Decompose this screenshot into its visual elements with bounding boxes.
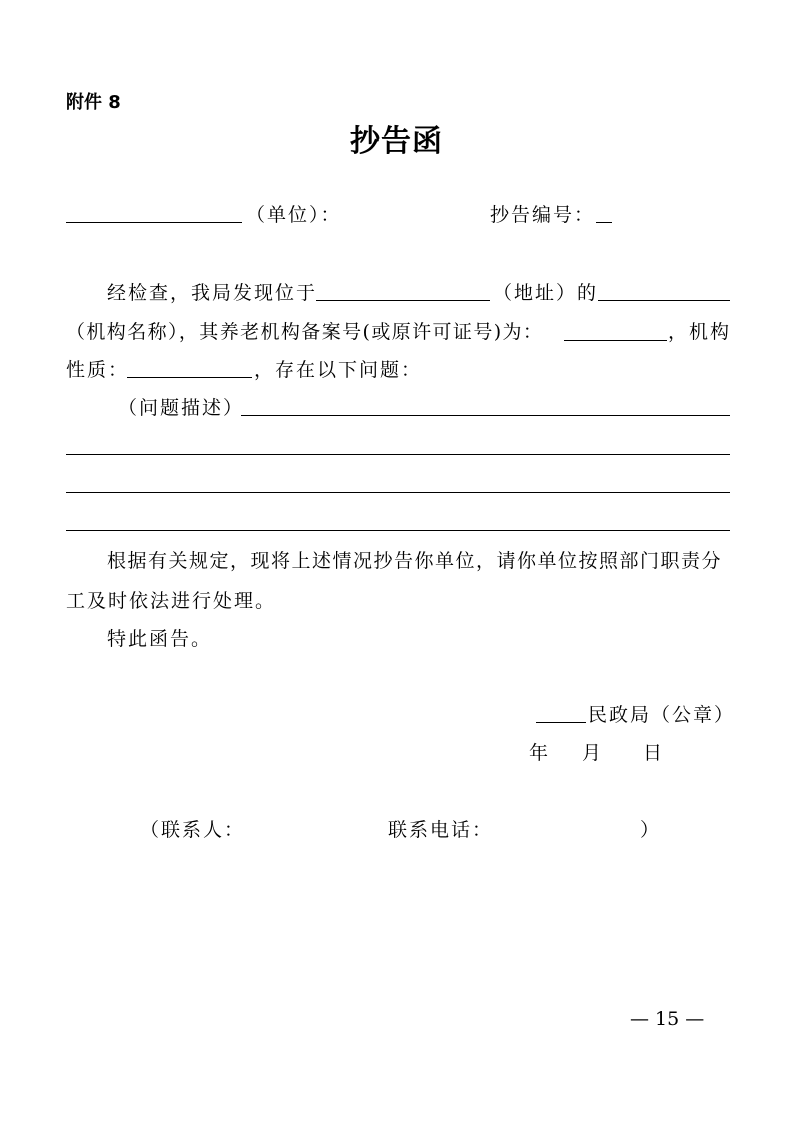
date-month: 月: [582, 742, 602, 764]
contact-phone-label: 联系电话：: [388, 819, 494, 841]
problem-description-label: （问题描述）: [118, 397, 245, 419]
problem-line-2: [66, 454, 730, 455]
page-title: 抄告函: [350, 124, 443, 159]
addressee-unit-label: （单位）：: [246, 204, 342, 226]
body-p1-d: ，机构: [668, 321, 732, 343]
reference-number-label: 抄告编号：: [490, 204, 596, 226]
body-p1-c: （机构名称），其养老机构备案号(或原许可证号)为：: [66, 321, 544, 343]
filing-number-blank: [564, 340, 667, 341]
bureau-seal-label: 民政局（公章）: [588, 704, 736, 726]
contact-person-label: （联系人：: [140, 819, 246, 841]
problem-line-4: [66, 530, 730, 531]
attachment-label: 附件 8: [66, 92, 121, 113]
body-p2-b: 工及时依法进行处理。: [66, 590, 277, 612]
page-number: — 15 —: [630, 1008, 705, 1030]
body-p1-a: 经检查，我局发现位于: [107, 282, 318, 304]
date-year: 年: [529, 742, 549, 764]
body-p1-e: 性质：: [66, 359, 130, 381]
body-p1-f: ，存在以下问题：: [254, 359, 423, 381]
problem-line-3: [66, 492, 730, 493]
body-p2-a: 根据有关规定，现将上述情况抄告你单位，请你单位按照部门职责分: [107, 550, 723, 572]
body-p1-b: （地址）的: [493, 282, 599, 304]
body-p3: 特此函告。: [107, 628, 213, 650]
reference-number-blank: [596, 222, 612, 223]
problem-line-1: [241, 415, 730, 416]
institution-name-blank: [598, 300, 730, 301]
bureau-name-blank: [536, 722, 586, 723]
addressee-unit-blank: [66, 222, 242, 223]
contact-close-paren: ）: [640, 819, 660, 841]
date-day: 日: [643, 742, 663, 764]
nature-blank: [127, 377, 252, 378]
address-blank: [316, 300, 490, 301]
